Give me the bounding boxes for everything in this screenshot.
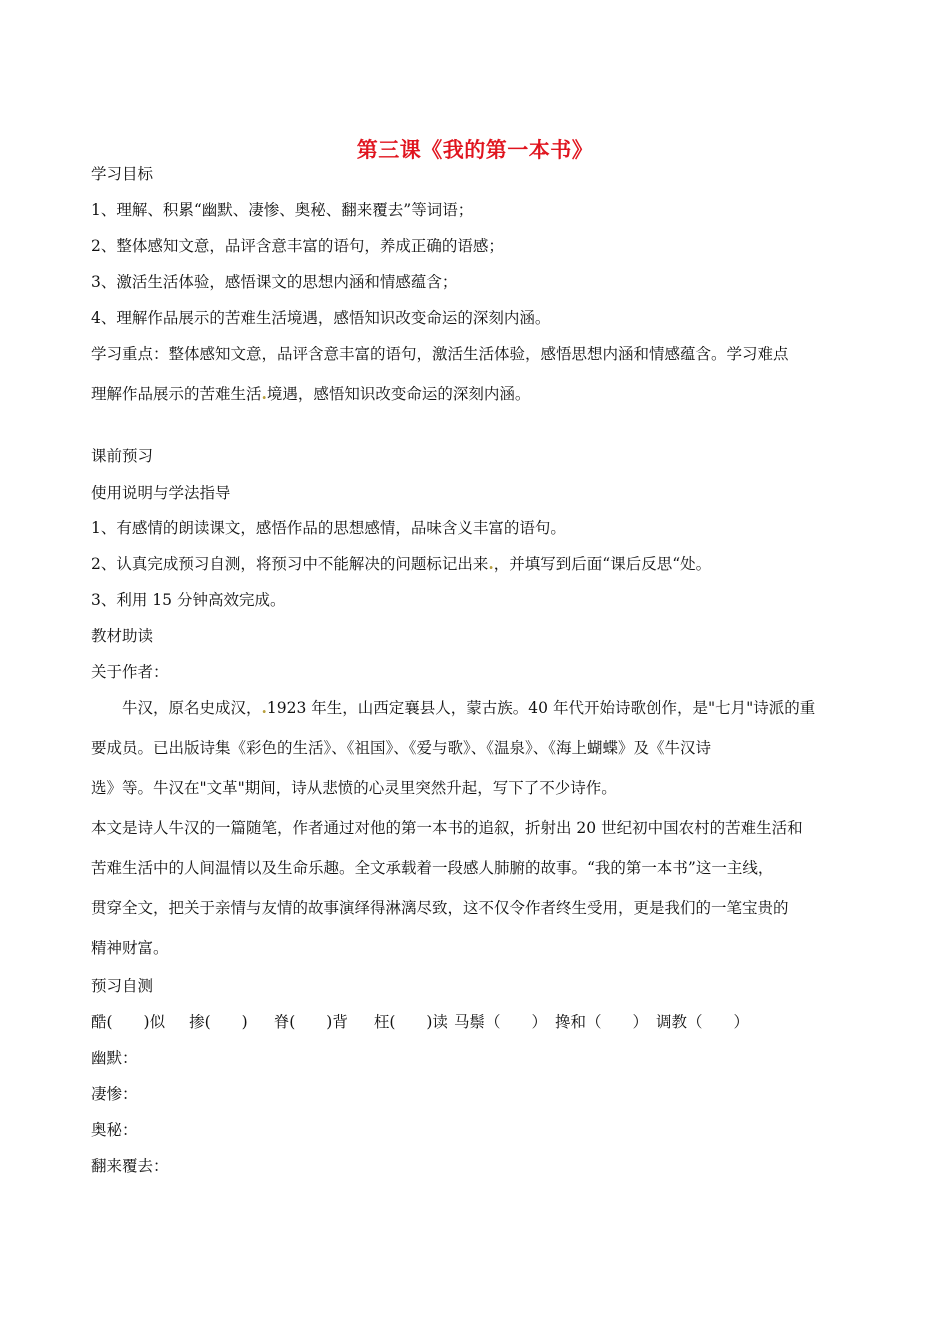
author-text: 1923 年生，山西定襄县人，蒙古族。40 年代开始诗歌创作，是"七月"诗派的重 — [266, 699, 816, 717]
pinyin-item: 酷( )似 — [91, 1013, 166, 1031]
objective-item: 3、激活生活体验，感悟课文的思想内涵和情感蕴含； — [91, 273, 458, 291]
pinyin-item: 掺( ) — [189, 1013, 248, 1031]
author-text: 牛汉，原名史成汉， — [122, 699, 262, 717]
key-points-text: 理解作品展示的苦难生活 — [91, 385, 262, 403]
stray-dot-mark: . — [261, 384, 267, 403]
instruction-text: ，并填写到后面“课后反思“处。 — [493, 555, 712, 573]
author-paragraph-line: 要成员。已出版诗集《彩色的生活》、《祖国》、《爱与歌》、《温泉》、《海上蝴蝶》及《牛汉诗 — [91, 739, 712, 757]
vocab-item: 奥秘： — [91, 1121, 138, 1139]
instruction-item: 3、利用 15 分钟高效完成。 — [91, 591, 286, 609]
stray-dot-mark: . — [488, 554, 494, 573]
instruction-item — [91, 554, 711, 574]
summary-line: 苦难生活中的人间温情以及生命乐趣。全文承载着一段感人肺腑的故事。“我的第一本书”这一主线， — [91, 859, 774, 877]
summary-line: 精神财富。 — [91, 939, 169, 957]
vocab-item: 幽默： — [91, 1049, 138, 1067]
materials-heading: 教材助读 — [91, 627, 154, 645]
summary-line: 贯穿全文，把关于亲情与友情的故事演绎得淋漓尽致，这不仅令作者终生受用，更是我们的一笔宝贵的 — [91, 899, 789, 917]
self-test-heading: 预习自测 — [91, 977, 154, 995]
pinyin-item: 马鬃（ ） — [453, 1013, 547, 1031]
pinyin-item: 搀和（ ） — [554, 1013, 648, 1031]
summary-line: 本文是诗人牛汉的一篇随笔，作者通过对他的第一本书的追叙，折射出 20 世纪初中国农村的苦难生活和 — [91, 819, 803, 837]
vocab-item: 凄惨： — [91, 1085, 138, 1103]
preview-heading: 课前预习 — [91, 447, 154, 465]
pinyin-row — [91, 1012, 749, 1032]
lesson-title: 第三课《我的第一本书》 — [356, 138, 594, 162]
instructions-heading: 使用说明与学法指导 — [91, 484, 231, 502]
instruction-item: 1、有感情的朗读课文，感悟作品的思想感情，品味含义丰富的语句。 — [91, 519, 566, 537]
objective-item: 2、整体感知文意，品评含意丰富的语句，养成正确的语感； — [91, 237, 504, 255]
vocab-item: 翻来覆去： — [91, 1157, 169, 1175]
objective-item: 1、理解、积累“幽默、凄惨、奥秘、翻来覆去”等词语； — [91, 201, 474, 219]
objectives-heading: 学习目标 — [91, 165, 154, 183]
about-author-heading: 关于作者： — [91, 663, 169, 681]
objective-item: 4、理解作品展示的苦难生活境遇，感悟知识改变命运的深刻内涵。 — [91, 309, 551, 327]
pinyin-item: 调教（ ） — [655, 1013, 749, 1031]
pinyin-item: 脊( )背 — [273, 1013, 348, 1031]
stray-dot-mark: . — [261, 698, 267, 717]
author-paragraph-line: 选》等。牛汉在"文革"期间，诗从悲愤的心灵里突然升起，写下了不少诗作。 — [91, 779, 617, 797]
instruction-text: 2、认真完成预习自测，将预习中不能解决的问题标记出来 — [91, 555, 489, 573]
author-paragraph-line — [122, 698, 815, 718]
pinyin-item: 枉( )读 — [373, 1013, 448, 1031]
key-points-line — [91, 384, 530, 404]
key-points-line: 学习重点：整体感知文意，品评含意丰富的语句，激活生活体验，感悟思想内涵和情感蕴含。学习难点 — [91, 345, 789, 363]
key-points-text: 境遇，感悟知识改变命运的深刻内涵。 — [266, 385, 531, 403]
